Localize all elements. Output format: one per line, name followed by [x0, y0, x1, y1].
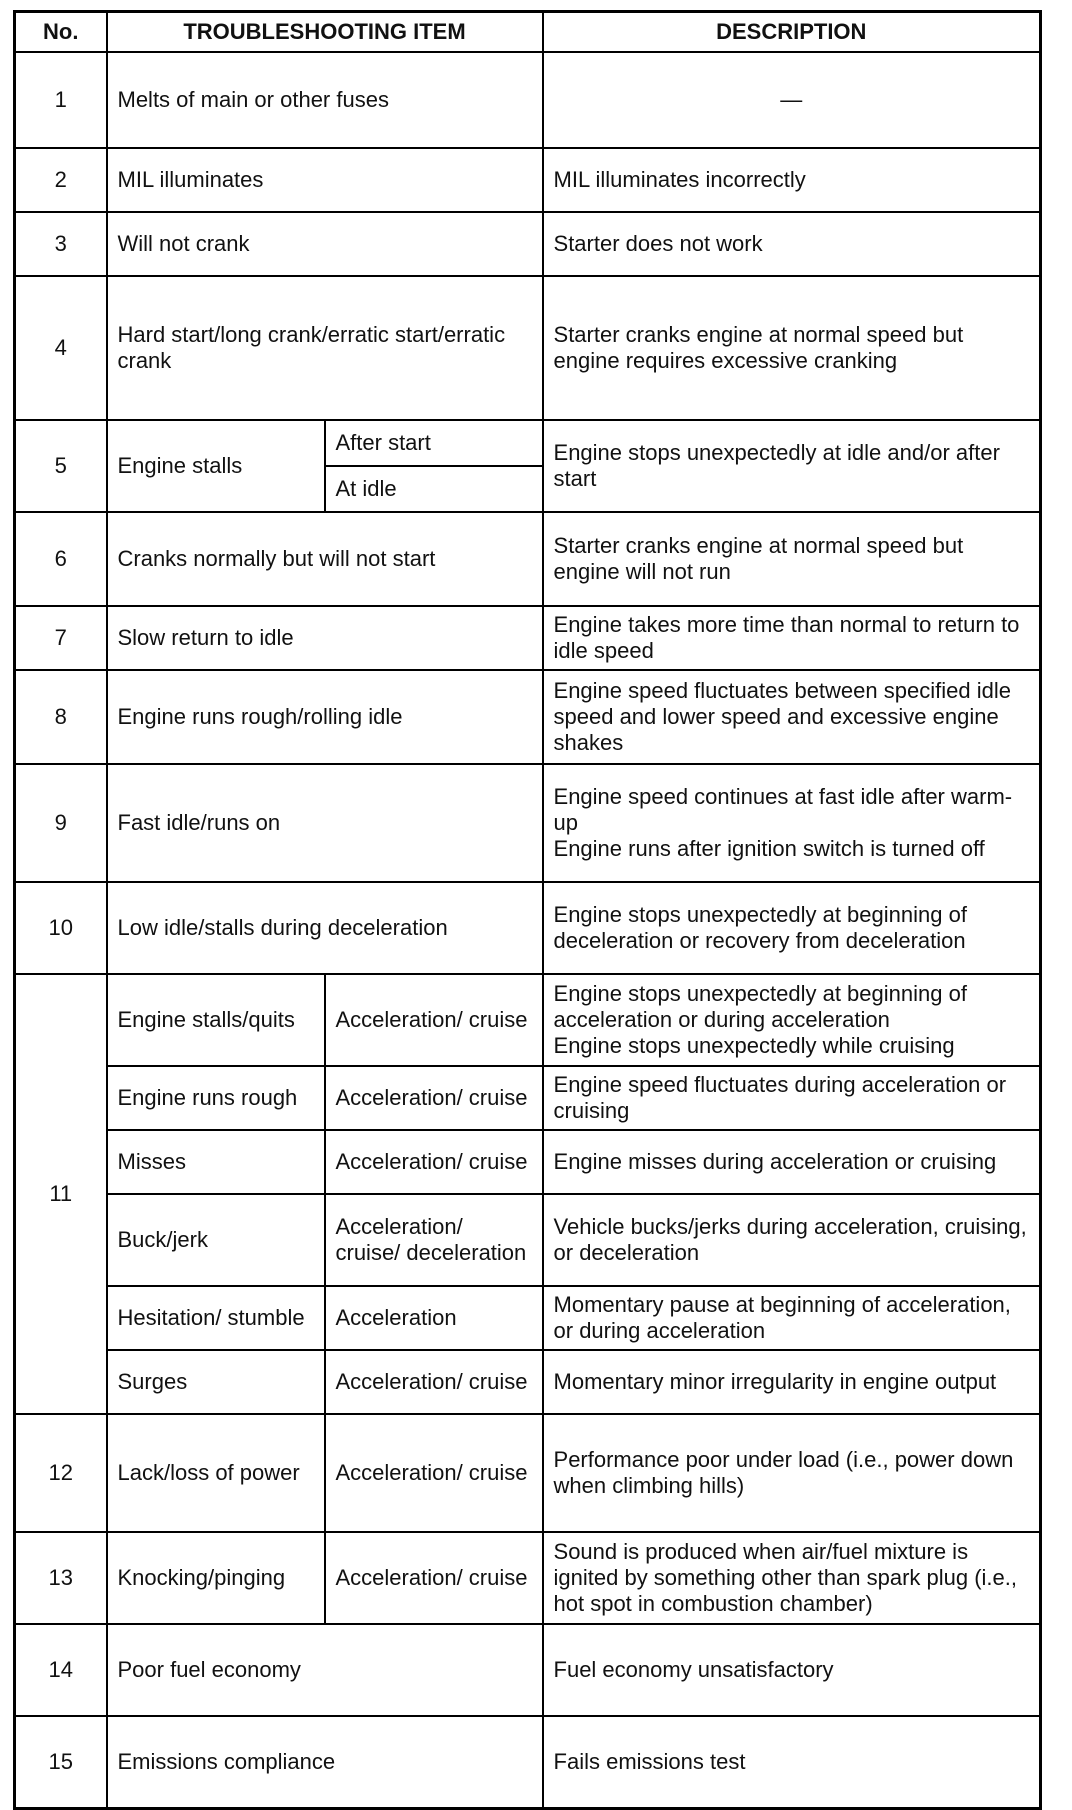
- troubleshooting-item: Engine runs rough/rolling idle: [107, 670, 543, 764]
- condition: After start: [325, 420, 543, 466]
- description: Starter cranks engine at normal speed but engine requires excessive cranking: [543, 276, 1041, 420]
- table-row: [15, 512, 1041, 606]
- troubleshooting-item: Poor fuel economy: [107, 1624, 543, 1716]
- troubleshooting-table: [13, 10, 1042, 1810]
- troubleshooting-item: Fast idle/runs on: [107, 764, 543, 882]
- description: Sound is produced when air/fuel mixture is ignited by something other than spark plug (i.e., hot spot in combustion chamber): [543, 1532, 1041, 1624]
- description: Starter does not work: [543, 212, 1041, 276]
- troubleshooting-item: Engine stalls: [107, 420, 325, 512]
- description: Engine stops unexpectedly at idle and/or after start: [543, 420, 1041, 512]
- row-number: 14: [15, 1624, 107, 1716]
- header-row: [15, 12, 1041, 53]
- troubleshooting-item: Hard start/long crank/erratic start/erratic crank: [107, 276, 543, 420]
- description: Performance poor under load (i.e., power down when climbing hills): [543, 1414, 1041, 1532]
- row-number: 5: [15, 420, 107, 512]
- troubleshooting-item: Knocking/pinging: [107, 1532, 325, 1624]
- table-row: [15, 882, 1041, 974]
- troubleshooting-item: MIL illuminates: [107, 148, 543, 212]
- description: Engine speed fluctuates between specified idle speed and lower speed and excessive engine shakes: [543, 670, 1041, 764]
- troubleshooting-item: Emissions compliance: [107, 1716, 543, 1808]
- description: Fails emissions test: [543, 1716, 1041, 1808]
- row-number: 15: [15, 1716, 107, 1808]
- description: —: [543, 52, 1041, 148]
- table-subrow: [15, 1350, 1041, 1414]
- troubleshooting-table-container: [13, 10, 1042, 1810]
- row-number: 4: [15, 276, 107, 420]
- troubleshooting-item: Misses: [107, 1130, 325, 1194]
- table-row: [15, 764, 1041, 882]
- description: MIL illuminates incorrectly: [543, 148, 1041, 212]
- troubleshooting-item: Engine stalls/quits: [107, 974, 325, 1066]
- description: Engine stops unexpectedly at beginning of acceleration or during acceleration Engine stops unexpectedly while cruising: [543, 974, 1041, 1066]
- table-subrow: [15, 1194, 1041, 1286]
- table-row: [15, 52, 1041, 148]
- table-row: [15, 1414, 1041, 1532]
- row-number: 6: [15, 512, 107, 606]
- condition: At idle: [325, 466, 543, 512]
- troubleshooting-item: Melts of main or other fuses: [107, 52, 543, 148]
- table-row: [15, 420, 1041, 466]
- troubleshooting-item: Will not crank: [107, 212, 543, 276]
- troubleshooting-item: Buck/jerk: [107, 1194, 325, 1286]
- description: Vehicle bucks/jerks during acceleration, cruising, or deceleration: [543, 1194, 1041, 1286]
- row-number: 2: [15, 148, 107, 212]
- table-row: [15, 670, 1041, 764]
- row-number: 11: [15, 974, 107, 1414]
- header-troubleshooting-item: TROUBLESHOOTING ITEM: [107, 12, 543, 53]
- description: Engine stops unexpectedly at beginning of deceleration or recovery from deceleration: [543, 882, 1041, 974]
- row-number: 7: [15, 606, 107, 670]
- condition: Acceleration/ cruise: [325, 1532, 543, 1624]
- table-row: [15, 974, 1041, 1066]
- description: Momentary minor irregularity in engine output: [543, 1350, 1041, 1414]
- table-subrow: [15, 1286, 1041, 1350]
- condition: Acceleration/ cruise: [325, 974, 543, 1066]
- table-subrow: [15, 1066, 1041, 1130]
- description: Engine misses during acceleration or cruising: [543, 1130, 1041, 1194]
- condition: Acceleration/ cruise: [325, 1066, 543, 1130]
- description: Fuel economy unsatisfactory: [543, 1624, 1041, 1716]
- condition: Acceleration: [325, 1286, 543, 1350]
- table-row: [15, 212, 1041, 276]
- description: Momentary pause at beginning of acceleration, or during acceleration: [543, 1286, 1041, 1350]
- table-row: [15, 148, 1041, 212]
- troubleshooting-item: Low idle/stalls during deceleration: [107, 882, 543, 974]
- header-description: DESCRIPTION: [543, 12, 1041, 53]
- troubleshooting-item: Slow return to idle: [107, 606, 543, 670]
- table-row: [15, 606, 1041, 670]
- condition: Acceleration/ cruise/ deceleration: [325, 1194, 543, 1286]
- table-subrow: [15, 1130, 1041, 1194]
- troubleshooting-item: Cranks normally but will not start: [107, 512, 543, 606]
- condition: Acceleration/ cruise: [325, 1130, 543, 1194]
- troubleshooting-item: Hesitation/ stumble: [107, 1286, 325, 1350]
- condition: Acceleration/ cruise: [325, 1350, 543, 1414]
- troubleshooting-item: Surges: [107, 1350, 325, 1414]
- row-number: 9: [15, 764, 107, 882]
- row-number: 13: [15, 1532, 107, 1624]
- row-number: 10: [15, 882, 107, 974]
- table-row: [15, 1624, 1041, 1716]
- description: Engine speed continues at fast idle after warm-up Engine runs after ignition switch is turned off: [543, 764, 1041, 882]
- row-number: 1: [15, 52, 107, 148]
- description: Starter cranks engine at normal speed but engine will not run: [543, 512, 1041, 606]
- row-number: 3: [15, 212, 107, 276]
- table-row: [15, 1716, 1041, 1808]
- description: Engine takes more time than normal to return to idle speed: [543, 606, 1041, 670]
- condition: Acceleration/ cruise: [325, 1414, 543, 1532]
- row-number: 12: [15, 1414, 107, 1532]
- table-row: [15, 276, 1041, 420]
- row-number: 8: [15, 670, 107, 764]
- header-no: No.: [15, 12, 107, 53]
- description: Engine speed fluctuates during acceleration or cruising: [543, 1066, 1041, 1130]
- troubleshooting-item: Lack/loss of power: [107, 1414, 325, 1532]
- table-row: [15, 1532, 1041, 1624]
- troubleshooting-item: Engine runs rough: [107, 1066, 325, 1130]
